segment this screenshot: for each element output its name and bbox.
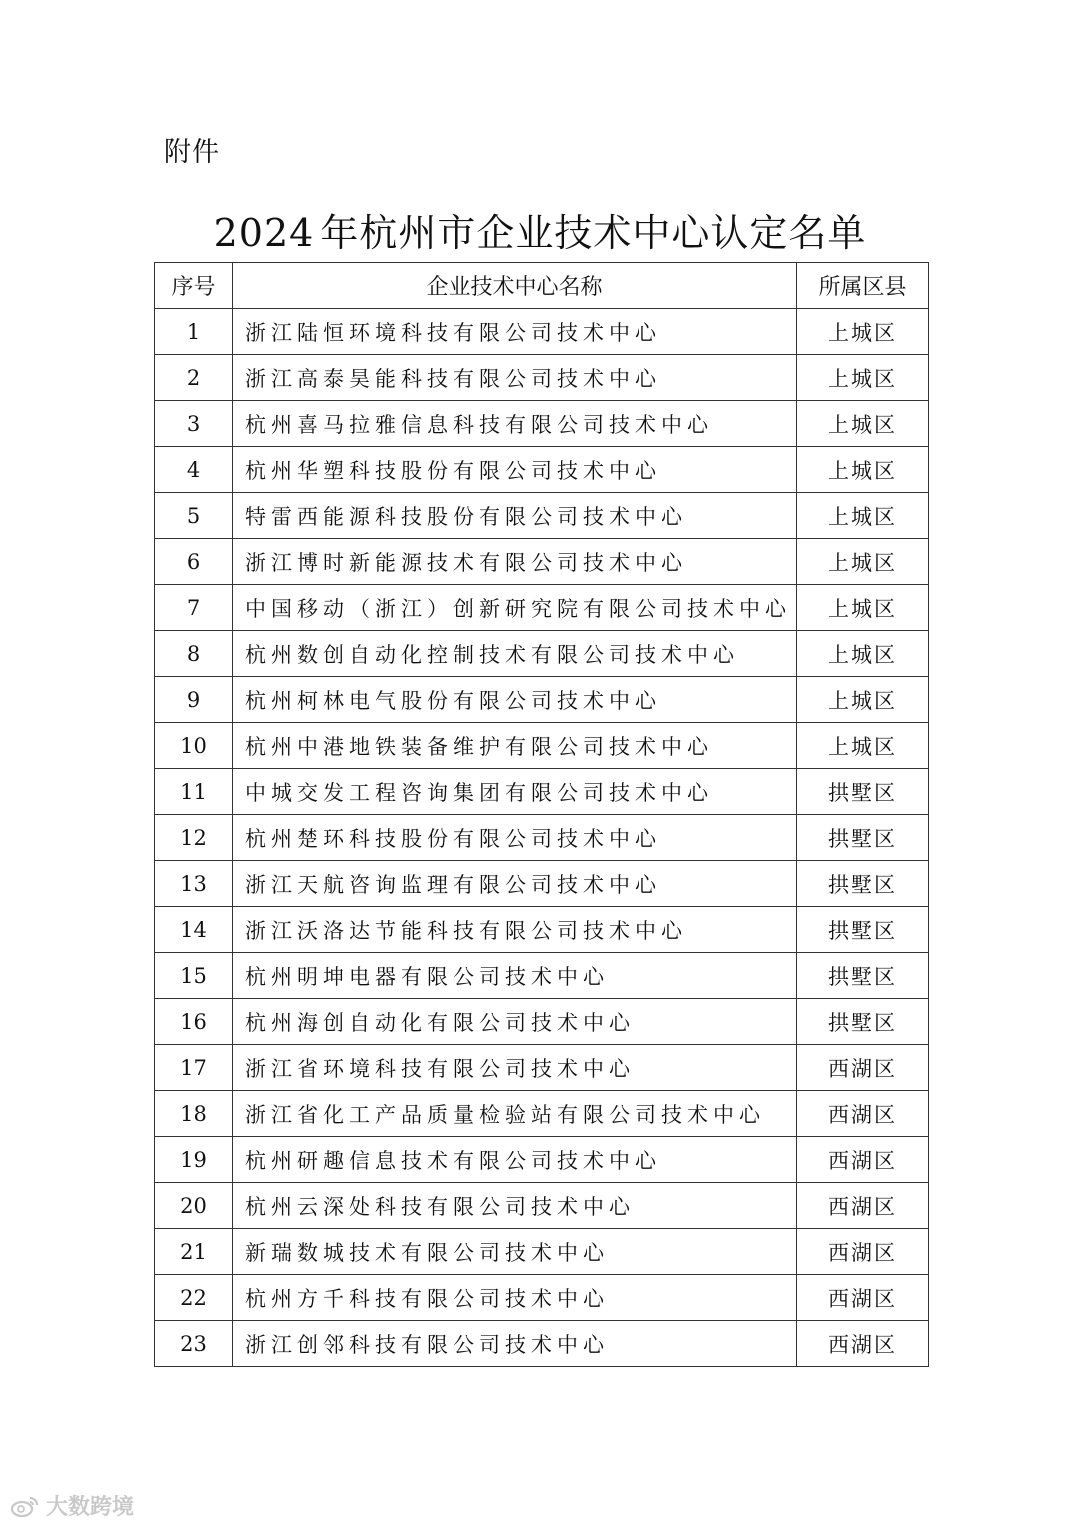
table-row [155,1137,929,1183]
row-company-name: 中国移动（浙江）创新研究院有限公司技术中心 [233,585,797,631]
title-year: 2024 [213,211,315,255]
row-district: 拱墅区 [797,999,929,1045]
table-row [155,907,929,953]
row-company-name: 杭州明坤电器有限公司技术中心 [233,953,797,999]
row-district: 上城区 [797,585,929,631]
row-index: 1 [155,309,233,355]
row-index: 12 [155,815,233,861]
row-company-name: 浙江博时新能源技术有限公司技术中心 [233,539,797,585]
row-district: 西湖区 [797,1091,929,1137]
row-district: 拱墅区 [797,769,929,815]
header-district: 所属区县 [797,263,929,309]
row-index: 20 [155,1183,233,1229]
row-district: 上城区 [797,447,929,493]
row-index: 5 [155,493,233,539]
row-company-name: 杭州喜马拉雅信息科技有限公司技术中心 [233,401,797,447]
row-company-name: 中城交发工程咨询集团有限公司技术中心 [233,769,797,815]
document-title [0,202,1080,257]
row-company-name: 杭州楚环科技股份有限公司技术中心 [233,815,797,861]
weibo-logo-icon [10,1494,40,1518]
title-text: 年杭州市企业技术中心认定名单 [320,211,867,255]
row-index: 21 [155,1229,233,1275]
table-row [155,861,929,907]
row-company-name: 浙江省化工产品质量检验站有限公司技术中心 [233,1091,797,1137]
row-district: 上城区 [797,723,929,769]
table-row [155,1229,929,1275]
row-company-name: 杭州中港地铁装备维护有限公司技术中心 [233,723,797,769]
row-index: 9 [155,677,233,723]
row-company-name: 浙江陆恒环境科技有限公司技术中心 [233,309,797,355]
row-district: 上城区 [797,493,929,539]
table-row [155,1045,929,1091]
row-company-name: 浙江省环境科技有限公司技术中心 [233,1045,797,1091]
row-district: 西湖区 [797,1321,929,1367]
row-index: 22 [155,1275,233,1321]
table-row [155,815,929,861]
table-row [155,677,929,723]
row-district: 拱墅区 [797,907,929,953]
table-row [155,769,929,815]
row-district: 上城区 [797,401,929,447]
table-row [155,309,929,355]
table-row [155,539,929,585]
attachment-label: 附件 [164,137,220,168]
tech-center-table [154,262,929,1367]
table-row [155,631,929,677]
row-district: 拱墅区 [797,861,929,907]
table-row [155,447,929,493]
row-index: 15 [155,953,233,999]
table-row [155,953,929,999]
table-row [155,1321,929,1367]
watermark [10,1490,134,1521]
row-index: 17 [155,1045,233,1091]
table-row [155,401,929,447]
row-district: 上城区 [797,677,929,723]
row-index: 16 [155,999,233,1045]
row-district: 上城区 [797,355,929,401]
row-index: 13 [155,861,233,907]
row-company-name: 浙江创邻科技有限公司技术中心 [233,1321,797,1367]
row-index: 18 [155,1091,233,1137]
row-district: 上城区 [797,539,929,585]
table-body [155,309,929,1367]
header-index: 序号 [155,263,233,309]
row-district: 西湖区 [797,1229,929,1275]
row-district: 上城区 [797,309,929,355]
table-row [155,723,929,769]
row-district: 西湖区 [797,1183,929,1229]
table-row [155,585,929,631]
row-district: 西湖区 [797,1275,929,1321]
row-index: 19 [155,1137,233,1183]
table-row [155,999,929,1045]
row-company-name: 杭州柯林电气股份有限公司技术中心 [233,677,797,723]
table-row [155,1275,929,1321]
row-company-name: 杭州云深处科技有限公司技术中心 [233,1183,797,1229]
row-index: 4 [155,447,233,493]
row-company-name: 杭州华塑科技股份有限公司技术中心 [233,447,797,493]
header-name: 企业技术中心名称 [233,263,797,309]
row-company-name: 浙江高泰昊能科技有限公司技术中心 [233,355,797,401]
row-district: 拱墅区 [797,815,929,861]
row-district: 拱墅区 [797,953,929,999]
row-company-name: 浙江天航咨询监理有限公司技术中心 [233,861,797,907]
table-row [155,493,929,539]
row-district: 西湖区 [797,1137,929,1183]
row-company-name: 杭州数创自动化控制技术有限公司技术中心 [233,631,797,677]
row-index: 23 [155,1321,233,1367]
row-index: 3 [155,401,233,447]
row-district: 上城区 [797,631,929,677]
table-row [155,1183,929,1229]
row-company-name: 杭州方千科技有限公司技术中心 [233,1275,797,1321]
row-company-name: 杭州研趣信息技术有限公司技术中心 [233,1137,797,1183]
row-company-name: 新瑞数城技术有限公司技术中心 [233,1229,797,1275]
row-company-name: 浙江沃洛达节能科技有限公司技术中心 [233,907,797,953]
row-index: 11 [155,769,233,815]
row-index: 14 [155,907,233,953]
row-company-name: 特雷西能源科技股份有限公司技术中心 [233,493,797,539]
row-index: 8 [155,631,233,677]
row-index: 2 [155,355,233,401]
row-index: 7 [155,585,233,631]
row-district: 西湖区 [797,1045,929,1091]
row-index: 6 [155,539,233,585]
row-company-name: 杭州海创自动化有限公司技术中心 [233,999,797,1045]
table-row [155,1091,929,1137]
table-row [155,355,929,401]
watermark-text: 大数跨境 [46,1495,135,1520]
table-header-row [155,263,929,309]
row-index: 10 [155,723,233,769]
